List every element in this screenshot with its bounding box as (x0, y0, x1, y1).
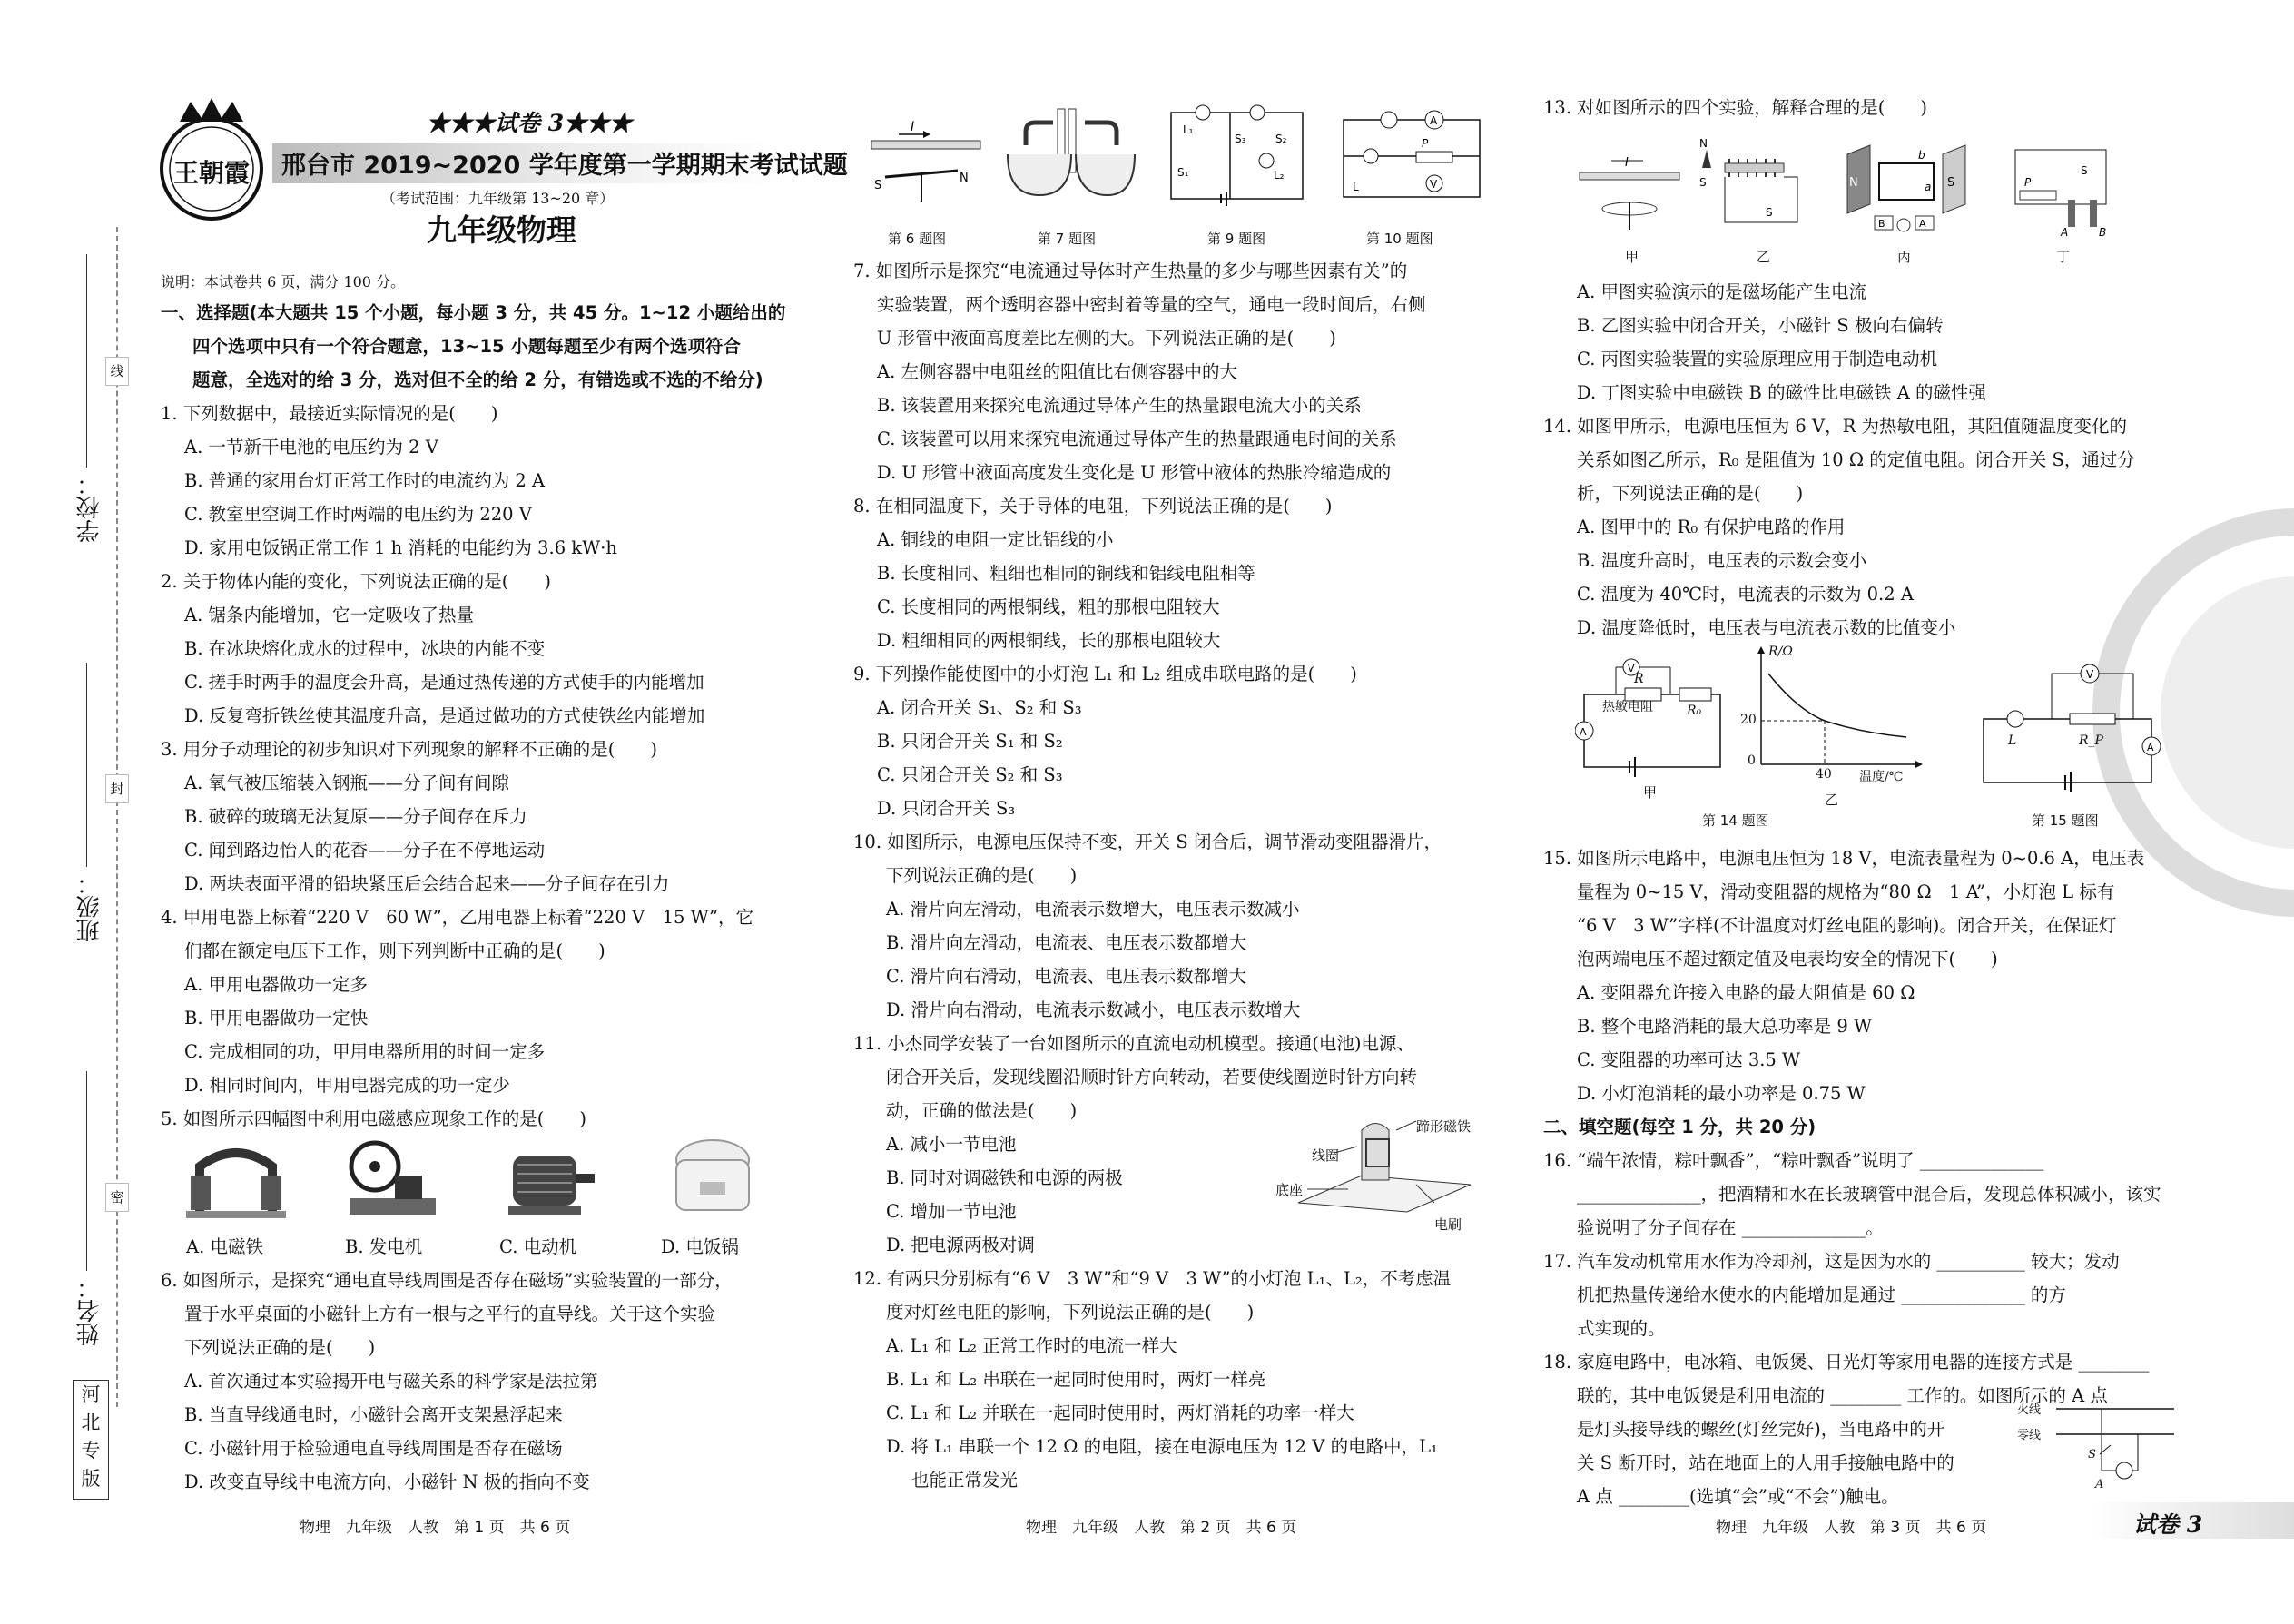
q11-option[interactable]: C. 增加一节电池 (886, 1201, 1017, 1222)
q8-stem: 8. 在相同温度下，关于导体的电阻，下列说法正确的是( ) (853, 496, 1333, 517)
figure-13-label: 丁 (2056, 249, 2071, 265)
q3-option[interactable]: B. 破碎的玻璃无法复原——分子间存在斥力 (184, 806, 527, 827)
rice-cooker-image (667, 1135, 758, 1221)
motor-label-base: 底座 (1275, 1182, 1304, 1198)
figure-13-label: 甲 (1625, 249, 1639, 265)
q17-line[interactable]: 式实现的。 (1577, 1318, 1666, 1339)
q6-stem: 置于水平桌面的小磁针上方有一根与之平行的直导线。关于这个实验 (184, 1304, 716, 1324)
fig14-sensor-label: 热敏电阻 (1602, 700, 1653, 714)
figure-caption: 第 14 题图 (1702, 812, 1769, 829)
svg-text:A: A (2061, 226, 2069, 239)
svg-text:L: L (1353, 181, 1359, 193)
figure-13-label: 乙 (1757, 249, 1771, 265)
q1-option[interactable]: D. 家用电饭锅正常工作 1 h 消耗的电能约为 3.6 kW·h (184, 537, 617, 558)
q9-option[interactable]: B. 只闭合开关 S₁ 和 S₂ (877, 731, 1063, 752)
motor-label-magnet: 蹄形磁铁 (1416, 1118, 1472, 1135)
q7-option[interactable]: C. 该装置可以用来探究电流通过导体产生的热量跟通电时间的关系 (877, 428, 1397, 449)
q18-line: 是灯头接导线的螺丝(灯丝完好)，当电路中的开 (1577, 1419, 1945, 1440)
fig14-xlabel: 温度/℃ (1859, 770, 1904, 784)
q12-option[interactable]: A. L₁ 和 L₂ 正常工作时的电流一样大 (886, 1335, 1177, 1356)
svg-text:V: V (1628, 663, 1635, 674)
svg-text:a: a (1925, 181, 1932, 193)
figure-10 (1334, 102, 1489, 206)
q1-option[interactable]: B. 普通的家用台灯正常工作时的电流约为 2 A (184, 470, 546, 491)
figure-13-ding (2006, 136, 2124, 241)
q15-option[interactable]: D. 小灯泡消耗的最小功率是 0.75 W (1577, 1083, 1866, 1104)
q14-option[interactable]: D. 温度降低时，电压表与电流表示数的比值变小 (1577, 617, 1956, 638)
fig15-rp-label: R_P (2079, 733, 2103, 748)
q2-option[interactable]: B. 在冰块熔化成水的过程中，冰块的内能不变 (184, 638, 546, 659)
figure-15-circuit (1979, 655, 2161, 792)
class-label: 班级： (76, 871, 103, 942)
q6-option[interactable]: B. 当直导线通电时，小磁针会离开支架悬浮起来 (184, 1404, 563, 1425)
q3-option[interactable]: A. 氧气被压缩装入钢瓶——分子间有间隙 (184, 773, 509, 793)
exam-scope: （考试范围：九年级第 13~20 章） (381, 190, 615, 207)
q14-stem: 14. 如图甲所示，电源电压恒为 6 V，R 为热敏电阻，其阻值随温度变化的 (1543, 416, 2127, 437)
fig14-jia-label: 甲 (1643, 784, 1658, 801)
q4-stem: 4. 甲用电器上标着“220 V 60 W”，乙用电器上标着“220 V 15 W”，它 (161, 907, 754, 928)
fig14-ylabel: R/Ω (1768, 645, 1793, 659)
q6-option[interactable]: D. 改变直导线中电流方向，小磁针 N 极的指向不变 (184, 1471, 590, 1492)
q9-option[interactable]: D. 只闭合开关 S₃ (877, 798, 1016, 819)
motor-image (495, 1142, 599, 1222)
q4-option[interactable]: D. 相同时间内，甲用电器完成的功一定少 (184, 1075, 510, 1096)
subject-title: 九年级物理 (427, 212, 576, 248)
q5-option[interactable]: A. 电磁铁 (186, 1236, 263, 1257)
section-1-heading: 题意，全选对的给 3 分，选对但不全的给 2 分，有错选或不选的不给分) (192, 369, 763, 390)
q11-option[interactable]: A. 减小一节电池 (886, 1134, 1017, 1155)
binding-line (116, 227, 120, 1407)
svg-text:S: S (1766, 206, 1773, 219)
q3-stem: 3. 用分子动理论的初步知识对下列现象的解释不正确的是( ) (161, 739, 658, 760)
q14-stem: 关系如图乙所示，R₀ 是阻值为 10 Ω 的定值电阻。闭合开关 S，通过分 (1577, 449, 2135, 470)
sidebar-mark-3: 密 (105, 1183, 129, 1212)
svg-text:L₁: L₁ (1183, 123, 1194, 136)
q17-line[interactable]: 机把热量传递给水使水的内能增加是通过 ______________ 的方 (1577, 1284, 2066, 1305)
q12-stem: 度对灯丝电阻的影响，下列说法正确的是( ) (886, 1302, 1255, 1323)
q16-line[interactable]: ______________，把酒精和水在长玻璃管中混合后，发现总体积减小，该实 (1577, 1184, 2161, 1205)
q2-option[interactable]: D. 反复弯折铁丝使其温度升高，是通过做功的方式使铁丝内能增加 (184, 705, 705, 726)
q13-option[interactable]: A. 甲图实验演示的是磁场能产生电流 (1577, 281, 1866, 302)
q11-stem: 11. 小杰同学安装了一台如图所示的直流电动机模型。接通(电池)电源、 (853, 1033, 1414, 1054)
fig14-r-label: R (1634, 672, 1644, 686)
fig14-tick-y: 20 (1740, 713, 1757, 727)
q3-option[interactable]: C. 闻到路边怡人的花香——分子在不停地运动 (184, 840, 546, 861)
q7-stem: 实验装置，两个透明容器中密封着等量的空气，通电一段时间后，右侧 (877, 294, 1426, 315)
q14-option[interactable]: B. 温度升高时，电压表的示数会变小 (1577, 550, 1867, 571)
svg-text:S: S (1699, 176, 1707, 189)
q15-stem: “6 V 3 W”字样(不计温度对灯丝电阻的影响)。闭合开关，在保证灯 (1577, 915, 2117, 936)
fig18-live-label: 火线 (2017, 1403, 2042, 1417)
q10-option[interactable]: C. 滑片向右滑动，电流表、电压表示数都增大 (886, 966, 1247, 987)
sidebar-mark-2: 封 (105, 774, 129, 803)
svg-text:N: N (1849, 176, 1858, 190)
svg-text:S₂: S₂ (1275, 133, 1287, 145)
q5-option[interactable]: B. 发电机 (345, 1236, 423, 1257)
fig15-lamp-label: L (2008, 733, 2017, 748)
q14-stem: 析，下列说法正确的是( ) (1577, 483, 1804, 504)
q15-stem: 量程为 0~15 V，滑动变阻器的规格为“80 Ω 1 A”，小灯泡 L 标有 (1577, 881, 2115, 902)
series-label: ★★★试卷 3★★★ (427, 110, 633, 136)
motor-label-coil: 线圈 (1312, 1147, 1340, 1164)
q7-stem: 7. 如图所示是探究“电流通过导体时产生热量的多少与哪些因素有关”的 (853, 261, 1408, 281)
figure-caption: 第 6 题图 (888, 231, 947, 247)
q4-stem: 们都在额定电压下工作，则下列判断中正确的是( ) (184, 940, 605, 961)
q1-option[interactable]: A. 一节新干电池的电压约为 2 V (184, 437, 438, 458)
q16-line[interactable]: 验说明了分子间存在 ______________。 (1577, 1217, 1884, 1238)
q2-option[interactable]: C. 搓手时两手的温度会升高，是通过热传递的方式使手的内能增加 (184, 672, 704, 693)
fig14-origin: 0 (1748, 753, 1756, 768)
q15-stem: 15. 如图所示电路中，电源电压恒为 18 V，电流表量程为 0~0.6 A，电压表 (1543, 848, 2145, 869)
q7-option[interactable]: B. 该装置用来探究电流通过导体产生的热量跟电流大小的关系 (877, 395, 1362, 416)
q13-option[interactable]: C. 丙图实验装置的实验原理应用于制造电动机 (1577, 349, 1938, 369)
q8-option[interactable]: A. 铜线的电阻一定比铝线的小 (877, 529, 1114, 550)
q7-option[interactable]: A. 左侧容器中电阻丝的阻值比右侧容器中的大 (877, 361, 1237, 382)
svg-text:L₂: L₂ (1274, 169, 1285, 182)
q6-stem: 下列说法正确的是( ) (184, 1337, 376, 1358)
q11-option[interactable]: D. 把电源两极对调 (886, 1235, 1035, 1255)
svg-text:A: A (2147, 742, 2154, 753)
page-footer-3: 物理 九年级 人教 第 3 页 共 6 页 (1716, 1519, 1987, 1537)
section-1-heading: 四个选项中只有一个符合题意，13~15 小题每题至少有两个选项符合 (192, 336, 741, 357)
svg-text:I: I (911, 120, 915, 134)
q6-option[interactable]: C. 小磁针用于检验通电直导线周围是否存在磁场 (184, 1438, 563, 1459)
q15-option[interactable]: C. 变阻器的功率可达 3.5 W (1577, 1049, 1801, 1070)
q11-stem: 闭合开关后，发现线圈沿顺时针方向转动，若要使线圈逆时针方向转 (886, 1067, 1418, 1088)
q12-stem: 12. 有两只分别标有“6 V 3 W”和“9 V 3 W”的小灯泡 L₁、L₂，不考虑温 (853, 1268, 1452, 1289)
q2-option[interactable]: A. 锯条内能增加，它一定吸收了热量 (184, 605, 474, 625)
electromagnet-image (186, 1144, 286, 1221)
brand-name: 王朝霞 (172, 158, 251, 188)
svg-text:V: V (2086, 668, 2094, 681)
page-footer-2: 物理 九年级 人教 第 2 页 共 6 页 (1026, 1519, 1297, 1537)
figure-13-label: 丙 (1897, 249, 1912, 265)
q17-line[interactable]: 17. 汽车发动机常用水作为冷却剂，这是因为水的 __________ 较大；发动 (1543, 1251, 2120, 1272)
paper-tag: 试卷 3 (2133, 1511, 2203, 1538)
fig18-switch-label: S (2088, 1448, 2096, 1462)
q2-stem: 2. 关于物体内能的变化，下列说法正确的是( ) (161, 571, 552, 592)
q6-option[interactable]: A. 首次通过本实验揭开电与磁关系的科学家是法拉第 (184, 1371, 598, 1392)
exam-note: 说明：本试卷共 6 页，满分 100 分。 (161, 273, 406, 290)
q15-option[interactable]: A. 变阻器允许接入电路的最大阻值是 60 Ω (1577, 982, 1915, 1003)
q18-line[interactable]: 18. 家庭电路中，电冰箱、电饭煲、日光灯等家用电器的连接方式是 ________ (1543, 1352, 2150, 1373)
q10-option[interactable]: D. 滑片向右滑动，电流表示数减小，电压表示数增大 (886, 999, 1301, 1020)
svg-text:B: B (2099, 226, 2107, 239)
figure-14-circuit (1575, 654, 1729, 781)
svg-text:P: P (2024, 176, 2032, 189)
q12-option[interactable]: 也能正常发光 (911, 1470, 1019, 1491)
q13-option[interactable]: B. 乙图实验中闭合开关，小磁针 S 极向右偏转 (1577, 315, 1944, 336)
figure-13-bing (1838, 136, 1974, 241)
q18-line[interactable]: A 点 ________(选填“会”或“不会”)触电。 (1577, 1486, 1899, 1507)
q14-option[interactable]: C. 温度为 40℃时，电流表的示数为 0.2 A (1577, 584, 1914, 605)
q16-line[interactable]: 16. “端午浓情，粽叶飘香”，“粽叶飘香”说明了 ______________ (1543, 1150, 2044, 1171)
q7-option[interactable]: D. U 形管中液面高度发生变化是 U 形管中液体的热胀冷缩造成的 (877, 462, 1392, 483)
q1-stem: 1. 下列数据中，最接近实际情况的是( ) (161, 403, 498, 424)
q10-stem: 10. 如图所示，电源电压保持不变，开关 S 闭合后，调节滑动变阻器滑片， (853, 832, 1442, 852)
q11-stem: 动，正确的做法是( ) (886, 1100, 1078, 1121)
figure-caption: 第 15 题图 (2032, 812, 2099, 829)
q3-option[interactable]: D. 两块表面平滑的铅块紧压后会结合起来——分子间存在引力 (184, 873, 670, 894)
name-label: 姓名： (76, 1275, 103, 1346)
q8-option[interactable]: C. 长度相同的两根铜线，粗的那根电阻较大 (877, 596, 1220, 617)
svg-text:S: S (1947, 176, 1955, 190)
q18-line[interactable]: 联的，其中电饭煲是利用电流的 ________ 工作的。如图所示的 A 点 (1577, 1385, 2108, 1406)
q4-option[interactable]: C. 完成相同的功，甲用电器所用的时间一定多 (184, 1041, 546, 1062)
figure-14-graph (1743, 646, 1925, 782)
fig18-neutral-label: 零线 (2017, 1429, 2042, 1442)
figure-6 (867, 118, 985, 209)
q8-option[interactable]: B. 长度相同、粗细也相同的铜线和铝线电阻相等 (877, 563, 1255, 584)
fig14-tick-x: 40 (1816, 767, 1832, 782)
svg-text:S₃: S₃ (1235, 133, 1246, 145)
svg-text:b: b (1918, 149, 1925, 162)
figure-13-jia (1575, 150, 1684, 236)
region-tag: 河 北 专 版 (73, 1380, 109, 1500)
generator-image (340, 1139, 440, 1221)
q5-option[interactable]: D. 电饭锅 (661, 1236, 739, 1257)
q12-option[interactable]: C. L₁ 和 L₂ 并联在一起同时使用时，两灯消耗的功率一样大 (886, 1403, 1354, 1423)
figure-caption: 第 10 题图 (1366, 231, 1433, 247)
q9-option[interactable]: C. 只闭合开关 S₂ 和 S₃ (877, 764, 1063, 785)
section-1-heading: 一、选择题(本大题共 15 个小题，每小题 3 分，共 45 分。1~12 小题给出的 (161, 302, 786, 323)
q13-stem: 13. 对如图所示的四个实验，解释合理的是( ) (1543, 97, 1927, 118)
svg-text:B: B (1878, 218, 1885, 230)
section-2-heading: 二、填空题(每空 1 分，共 20 分) (1543, 1117, 1816, 1137)
svg-text:V: V (1430, 178, 1438, 191)
q12-option[interactable]: B. L₁ 和 L₂ 串联在一起同时使用时，两灯一样亮 (886, 1369, 1266, 1390)
q8-option[interactable]: D. 粗细相同的两根铜线，长的那根电阻较大 (877, 630, 1221, 651)
figure-7 (999, 104, 1144, 209)
q6-stem: 6. 如图所示，是探究“通电直导线周围是否存在磁场”实验装置的一部分， (161, 1270, 733, 1291)
svg-text:I: I (1625, 156, 1629, 170)
exam-title: 邢台市 2019~2020 学年度第一学期期末考试试题 (281, 152, 848, 180)
q5-option[interactable]: C. 电动机 (499, 1236, 577, 1257)
q1-option[interactable]: C. 教室里空调工作时两端的电压约为 220 V (184, 504, 532, 525)
school-label: 学校： (76, 472, 103, 543)
q10-stem: 下列说法正确的是( ) (886, 865, 1078, 886)
sidebar-mark-1: 线 (105, 357, 129, 386)
figure-9 (1167, 102, 1312, 206)
figure-caption: 第 7 题图 (1038, 231, 1097, 247)
fig18-point-label: A (2095, 1478, 2104, 1491)
q12-option[interactable]: D. 将 L₁ 串联一个 12 Ω 的电阻，接在电源电压为 12 V 的电路中，L₁ (886, 1436, 1438, 1457)
q13-option[interactable]: D. 丁图实验中电磁铁 B 的磁性比电磁铁 A 的磁性强 (1577, 382, 1987, 403)
q9-option[interactable]: A. 闭合开关 S₁、S₂ 和 S₃ (877, 697, 1082, 718)
class-field[interactable] (86, 663, 87, 867)
q18-line: 关 S 断开时，站在地面上的人用手接触电路中的 (1577, 1452, 1954, 1473)
svg-text:S: S (874, 179, 882, 192)
svg-text:S₁: S₁ (1177, 166, 1189, 179)
svg-text:A: A (1919, 218, 1926, 230)
svg-text:A: A (1580, 726, 1587, 738)
q4-option[interactable]: A. 甲用电器做功一定多 (184, 974, 368, 995)
motor-label-brush: 电刷 (1434, 1216, 1462, 1233)
q15-option[interactable]: B. 整个电路消耗的最大总功率是 9 W (1577, 1016, 1873, 1037)
svg-text:N: N (1699, 137, 1708, 150)
fig14-yi-label: 乙 (1825, 792, 1839, 808)
q14-option[interactable]: A. 图甲中的 R₀ 有保护电路的作用 (1577, 517, 1846, 537)
q15-stem: 泡两端电压不超过额定值及电表均安全的情况下( ) (1577, 949, 1998, 969)
q11-option[interactable]: B. 同时对调磁铁和电源的两极 (886, 1167, 1123, 1188)
brand-logo (153, 98, 271, 225)
svg-text:N: N (960, 172, 969, 185)
name-field[interactable] (86, 1071, 87, 1271)
svg-text:A: A (1430, 114, 1438, 127)
page-footer-1: 物理 九年级 人教 第 1 页 共 6 页 (300, 1519, 571, 1537)
q5-stem: 5. 如图所示四幅图中利用电磁感应现象工作的是( ) (161, 1108, 587, 1129)
fig14-r0-label: R₀ (1687, 704, 1702, 718)
figure-caption: 第 9 题图 (1207, 231, 1266, 247)
q10-option[interactable]: A. 滑片向左滑动，电流表示数增大，电压表示数减小 (886, 899, 1300, 920)
school-field[interactable] (86, 254, 87, 468)
svg-text:S: S (2081, 164, 2088, 177)
q7-stem: U 形管中液面高度差比左侧的大。下列说法正确的是( ) (877, 328, 1336, 349)
svg-text:P: P (1422, 137, 1429, 150)
q9-stem: 9. 下列操作能使图中的小灯泡 L₁ 和 L₂ 组成串联电路的是( ) (853, 664, 1357, 684)
q10-option[interactable]: B. 滑片向左滑动，电流表、电压表示数都增大 (886, 932, 1247, 953)
q4-option[interactable]: B. 甲用电器做功一定快 (184, 1008, 369, 1029)
figure-13-yi (1698, 136, 1816, 241)
